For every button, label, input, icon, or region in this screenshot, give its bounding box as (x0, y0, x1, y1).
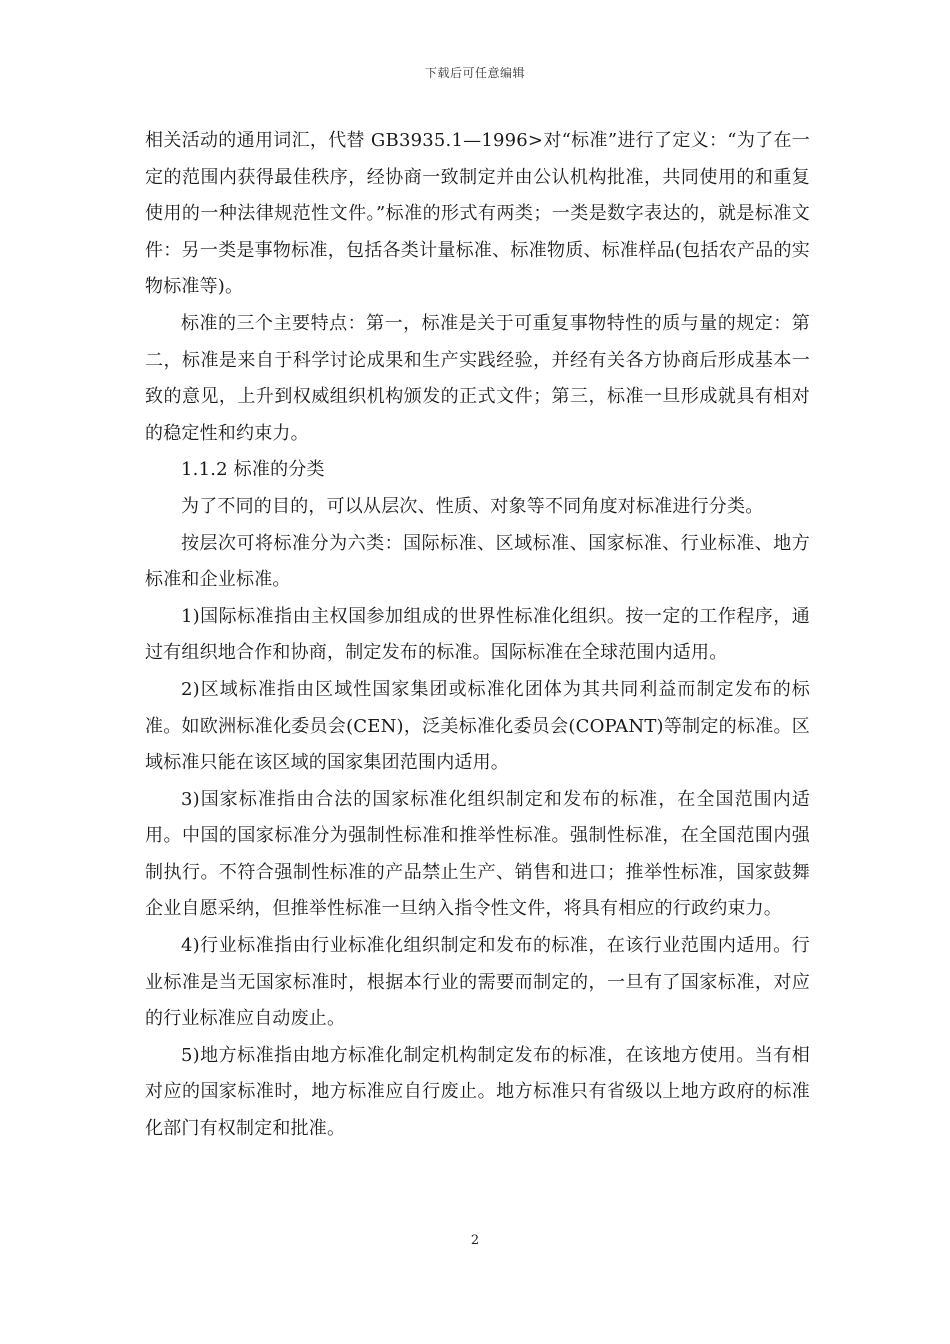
paragraph-standard-features: 标准的三个主要特点：第一，标准是关于可重复事物特性的质与量的规定：第二，标准是来自于科学讨论成果和生产实践经验，并经有关各方协商后形成基本一致的意见，上升到权威组织机构颁发的正式文件；第三，标准一旦形成就具有相对的稳定性和约束力。 (145, 312, 810, 444)
list-item-local-standard: 5)地方标准指由地方标准化制定机构制定发布的标准，在该地方使用。当有相对应的国家标准时，地方标准应自行废止。地方标准只有省级以上地方政府的标准化部门有权制定和批准。 (145, 1044, 810, 1140)
paragraph-six-levels: 按层次可将标准分为六类：国际标准、区域标准、国家标准、行业标准、地方标准和企业标准。 (145, 532, 810, 591)
paragraph-standard-definition: 相关活动的通用词汇，代替 GB3935.1—1996>对“标准”进行了定义：“为了在一定的范围内获得最佳秩序，经协商一致制定并由公认机构批准，共同使用的和重复使用的一种法律规范性文件。”标准的形式有两类；一类是数字表达的，就是标准文件：另一类是事物标准，包括各类计量标准、标准物质、标准样品(包括农产品的实物标准等)。 (145, 130, 810, 298)
list-item-regional-standard: 2)区域标准指由区域性国家集团或标准化团体为其共同利益而制定发布的标准。如欧洲标准化委员会(CEN)，泛美标准化委员会(COPANT)等制定的标准。区域标准只能在该区域的国家集团范围内适用。 (145, 678, 810, 774)
list-item-industry-standard: 4)行业标准指由行业标准化组织制定和发布的标准，在该行业范围内适用。行业标准是当无国家标准时，根据本行业的需要而制定的，一旦有了国家标准，对应的行业标准应自动废止。 (145, 935, 810, 1030)
section-heading-classification: 1.1.2 标准的分类 (181, 459, 325, 481)
paragraph-classification-purpose: 为了不同的目的，可以从层次、性质、对象等不同角度对标准进行分类。 (181, 495, 764, 517)
document-body (145, 123, 810, 1148)
page-number: 2 (470, 1233, 480, 1248)
list-item-international-standard: 1)国际标准指由主权国参加组成的世界性标准化组织。按一定的工作程序，通过有组织地合作和协商，制定发布的标准。国际标准在全球范围内适用。 (145, 605, 810, 664)
list-item-national-standard: 3)国家标准指由合法的国家标准化组织制定和发布的标准，在全国范围内适用。中国的国家标准分为强制性标准和推举性标准。强制性标准，在全国范围内强制执行。不符合强制性标准的产品禁止生产、销售和进口；推举性标准，国家鼓舞企业自愿采纳，但推举性标准一旦纳入指令性文件，将具有相应的行政约束力。 (145, 788, 810, 920)
page-header-note: 下载后可任意编辑 (424, 66, 525, 80)
